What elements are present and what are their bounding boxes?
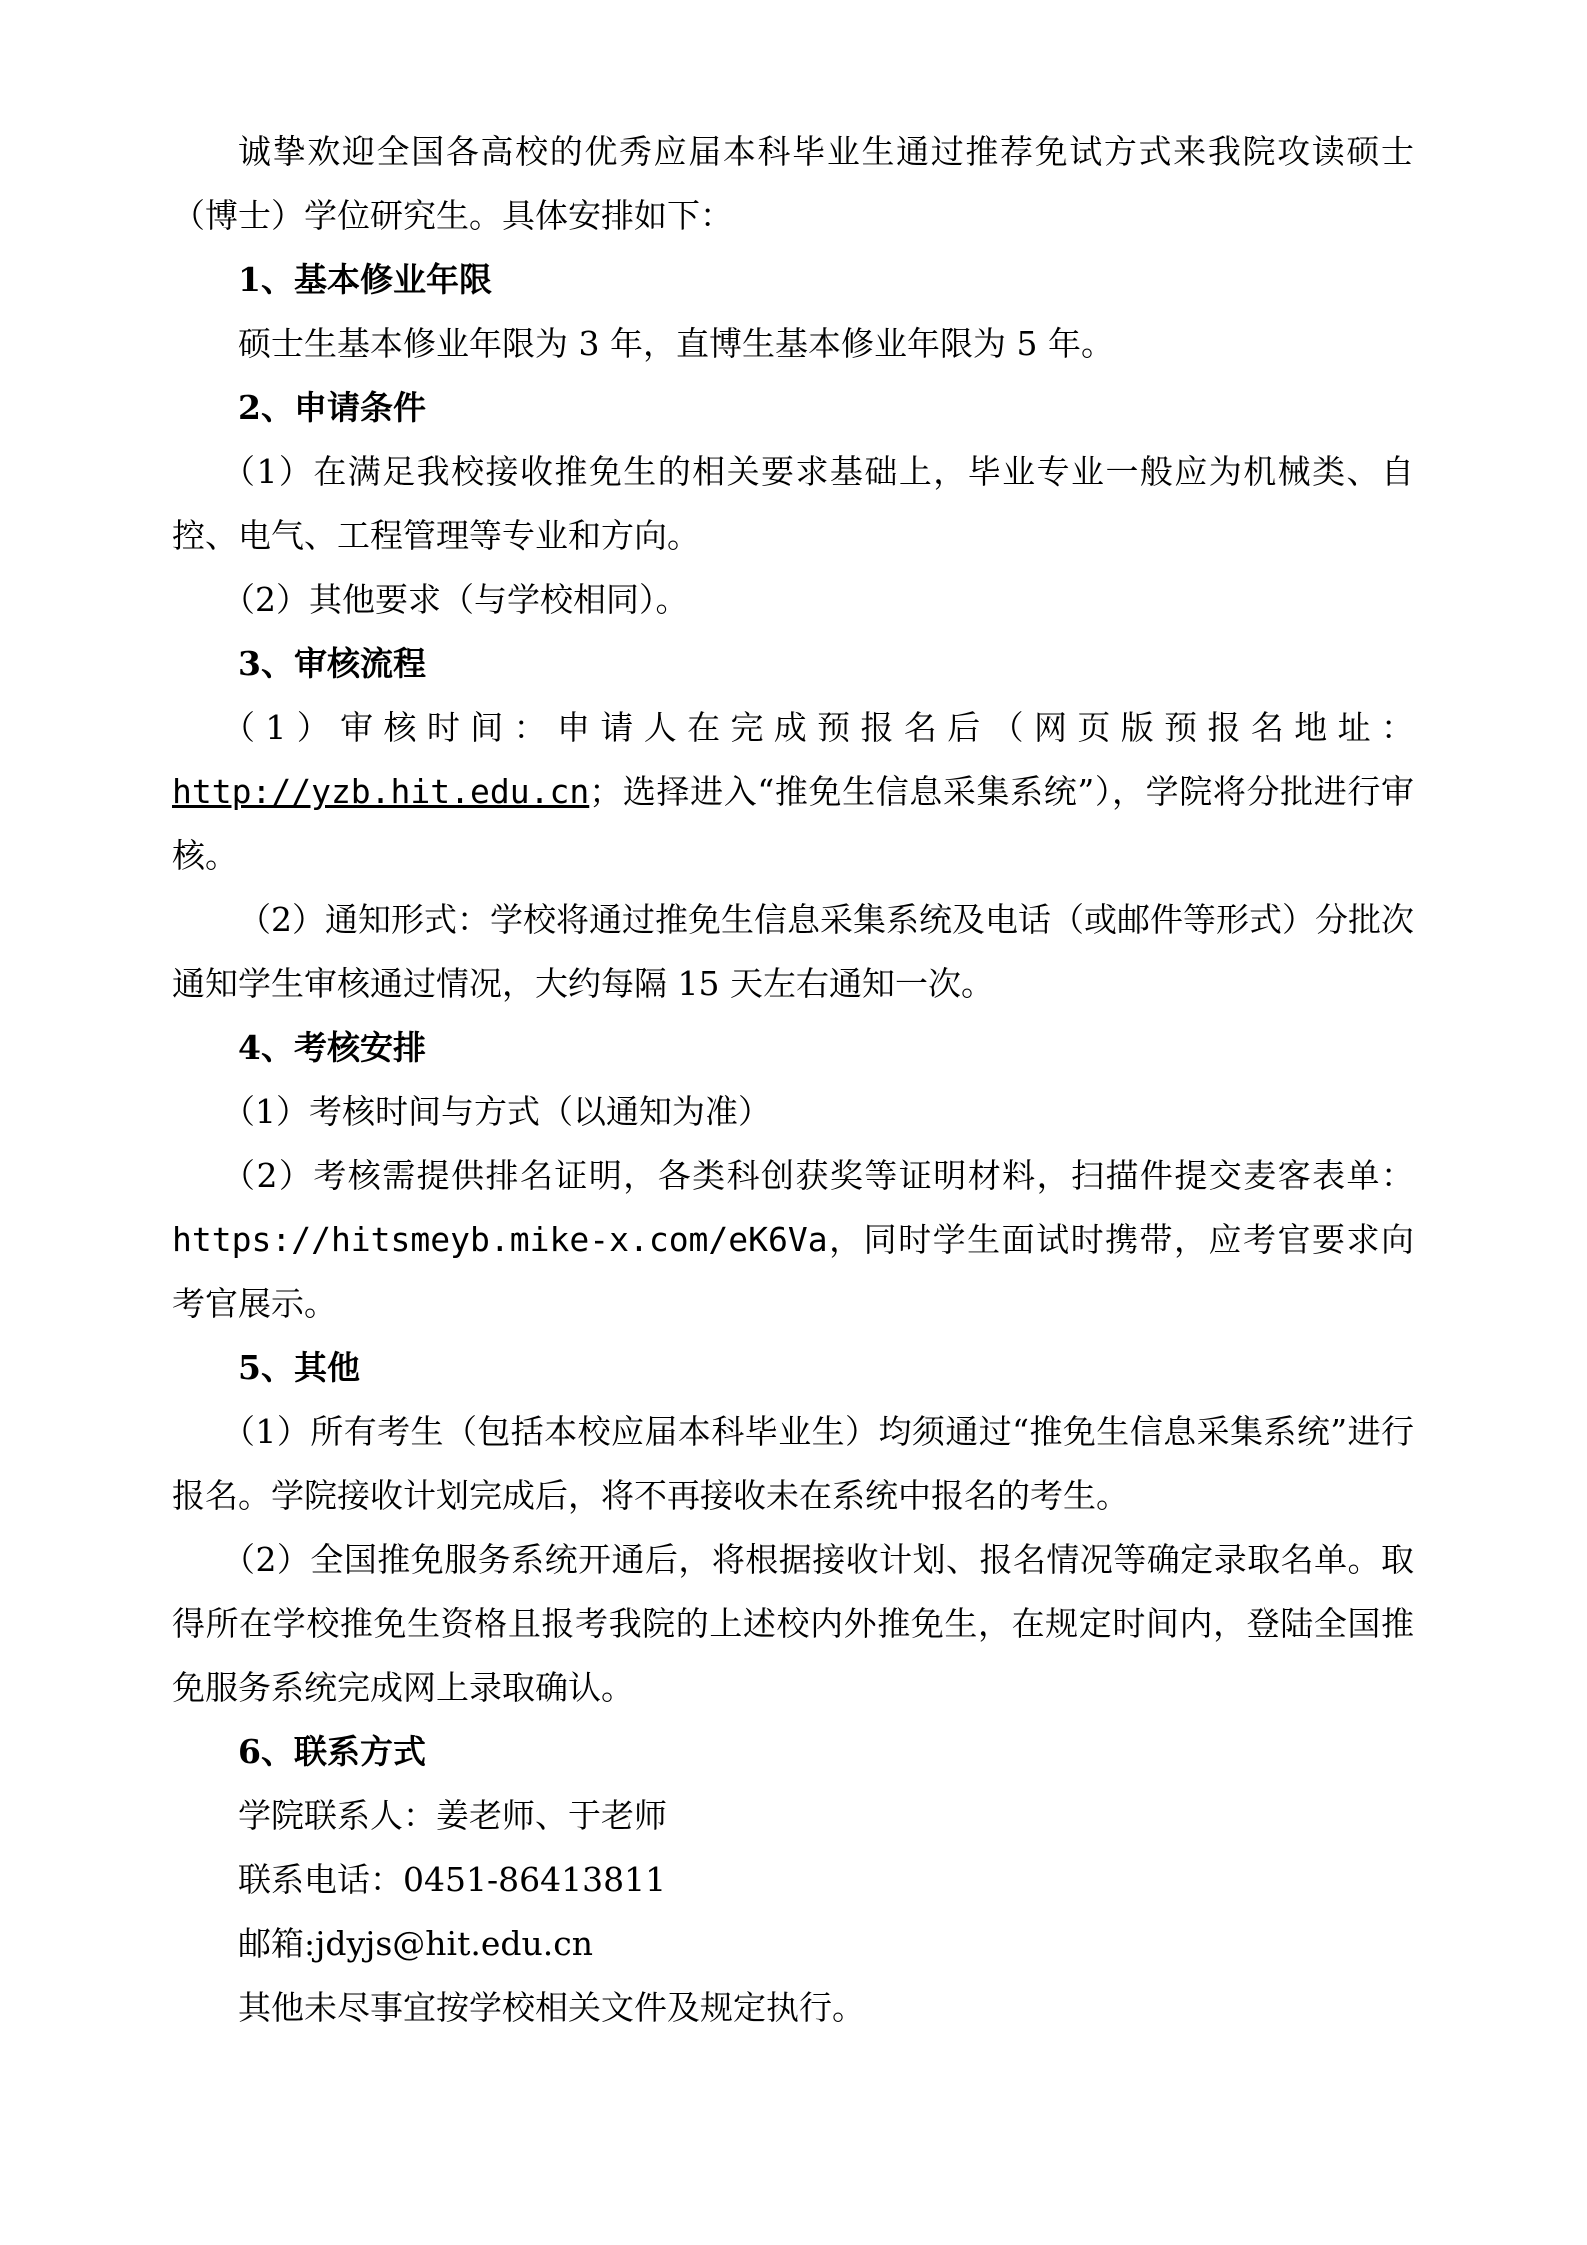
closing-note: 其他未尽事宜按学校相关文件及规定执行。 [238, 1988, 865, 2027]
section-4-item-2-post: ，同时学生面试时携带，应考官要求向考官展示。 [172, 1220, 1414, 1323]
section-5-item-2: （2）全国推免服务系统开通后，将根据接收计划、报名情况等确定录取名单。取得所在学校推免生资格且报考我院的上述校内外推免生，在规定时间内，登陆全国推免服务系统完成网上录取确认。 [172, 1540, 1414, 1707]
section-4-heading: 4、考核安排 [238, 1028, 426, 1067]
section-3-item-1-post: ；选择进入“推免生信息采集系统”），学院将分批进行审核。 [172, 772, 1414, 875]
form-url[interactable]: https://hitsmeyb.mike-x.com/eK6Va [172, 1220, 828, 1259]
section-2-heading: 2、申请条件 [238, 388, 426, 427]
section-3-item-2: （2）通知形式：学校将通过推免生信息采集系统及电话（或邮件等形式）分批次通知学生审核通过情况，大约每隔 15 天左右通知一次。 [172, 900, 1414, 1003]
registration-link[interactable]: http://yzb.hit.edu.cn [172, 772, 590, 811]
section-3-item-1 [172, 696, 1414, 888]
document-body [172, 120, 1414, 2040]
section-1-heading: 1、基本修业年限 [238, 260, 492, 299]
section-5-item-1: （1）所有考生（包括本校应届本科毕业生）均须通过“推免生信息采集系统”进行报名。学院接收计划完成后，将不再接收未在系统中报名的考生。 [172, 1412, 1414, 1515]
section-3-item-1-pre: （1）审核时间：申请人在完成预报名后（网页版预报名地址： [222, 708, 1414, 747]
intro-line-2: 攻读硕士（博士）学位研究生。具体安排如下： [172, 132, 1415, 235]
contact-phone: 联系电话：0451-86413811 [238, 1860, 667, 1899]
contact-email: 邮箱:jdyjs@hit.edu.cn [238, 1924, 593, 1963]
section-3-heading: 3、审核流程 [238, 644, 426, 683]
section-4-item-2-pre: （2）考核需提供排名证明，各类科创获奖等证明材料，扫描件提交麦客表单： [222, 1156, 1414, 1195]
intro-paragraph [172, 120, 1414, 248]
contact-person: 学院联系人：姜老师、于老师 [238, 1796, 667, 1835]
section-2-item-2: （2）其他要求（与学校相同）。 [222, 580, 689, 619]
section-5-heading: 5、其他 [238, 1348, 360, 1387]
section-4-item-1: （1）考核时间与方式（以通知为准） [222, 1092, 771, 1131]
section-1-text: 硕士生基本修业年限为 3 年，直博生基本修业年限为 5 年。 [238, 324, 1114, 363]
section-6-heading: 6、联系方式 [238, 1732, 426, 1771]
section-2-item-1: （1）在满足我校接收推免生的相关要求基础上，毕业专业一般应为机械类、自控、电气、工程管理等专业和方向。 [172, 452, 1414, 555]
section-4-item-2 [172, 1144, 1414, 1336]
intro-line-1: 诚挚欢迎全国各高校的优秀应届本科毕业生通过推荐免试方式来我院 [238, 132, 1278, 171]
